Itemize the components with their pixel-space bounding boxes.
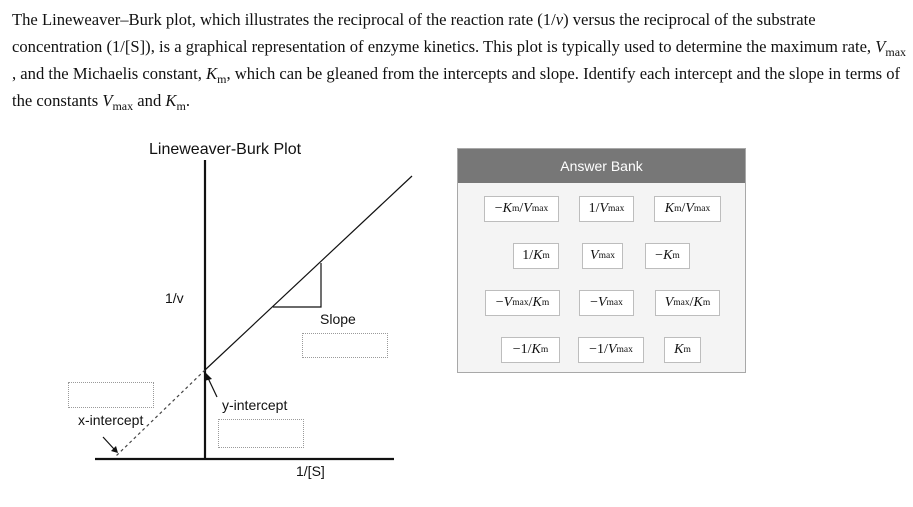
answer-tile-neg-1-over-km[interactable]: − 1 / K m xyxy=(501,337,560,363)
slope-triangle xyxy=(273,263,321,307)
answer-tile-vmax-over-km[interactable]: V max / K m xyxy=(655,290,720,316)
x-intercept-drop-zone[interactable] xyxy=(68,382,154,408)
plot-title: Lineweaver-Burk Plot xyxy=(149,141,302,158)
answer-tile-neg-km-over-vmax[interactable]: − K m / V max xyxy=(484,196,559,222)
x-intercept-arrow xyxy=(103,437,114,449)
question-part: ) versus the reciprocal of the substrate concentration (1/[S]), is a graphical representation of enzyme kinetics. This plot is typically used to determine the maximum rate, xyxy=(12,10,876,56)
answer-tile-km-over-vmax[interactable]: K m / V max xyxy=(654,196,721,222)
y-axis-label: 1/v xyxy=(165,290,184,306)
answer-bank-title: Answer Bank xyxy=(458,149,745,183)
answer-bank xyxy=(457,148,746,373)
km-subscript: m xyxy=(217,72,227,86)
question-part: , and the Michaelis constant, xyxy=(12,64,207,83)
answer-bank-body xyxy=(458,183,745,372)
answer-tile-1-over-vmax[interactable]: 1 / V max xyxy=(579,196,634,222)
answer-tile-neg-1-over-vmax[interactable]: − 1 / V max xyxy=(578,337,644,363)
answer-tile-km[interactable]: K m xyxy=(664,337,701,363)
y-intercept-label: y-intercept xyxy=(222,397,288,413)
question-part: and xyxy=(133,91,166,110)
vmax-subscript: max xyxy=(112,99,134,113)
vmax-symbol: V xyxy=(102,91,113,110)
answer-tile-vmax[interactable]: V max xyxy=(582,243,623,269)
answer-tile-neg-km[interactable]: − K m xyxy=(645,243,690,269)
y-intercept-drop-zone[interactable] xyxy=(218,419,304,448)
x-axis-label: 1/[S] xyxy=(296,463,325,479)
slope-drop-zone[interactable] xyxy=(302,333,388,358)
answer-tile-1-over-km[interactable]: 1 / K m xyxy=(513,243,559,269)
vmax-subscript: max xyxy=(885,45,907,59)
variable-v: v xyxy=(555,10,564,29)
y-intercept-arrow xyxy=(208,378,217,397)
slope-label: Slope xyxy=(320,311,356,327)
km-subscript: m xyxy=(176,99,186,113)
km-symbol: K xyxy=(206,64,218,83)
answer-tile-neg-vmax[interactable]: − V max xyxy=(579,290,634,316)
question-part: The Lineweaver–Burk plot, which illustrates the reciprocal of the reaction rate (1/ xyxy=(12,10,556,29)
question-part: . xyxy=(185,91,190,110)
answer-tile-neg-vmax-over-km[interactable]: − V max / K m xyxy=(485,290,560,316)
km-symbol: K xyxy=(165,91,177,110)
vmax-symbol: V xyxy=(875,37,886,56)
question-part: , which can be gleaned from the intercepts and slope. Identify each intercept and the slope in terms of the constants xyxy=(12,64,901,110)
x-intercept-label: x-intercept xyxy=(78,412,144,428)
